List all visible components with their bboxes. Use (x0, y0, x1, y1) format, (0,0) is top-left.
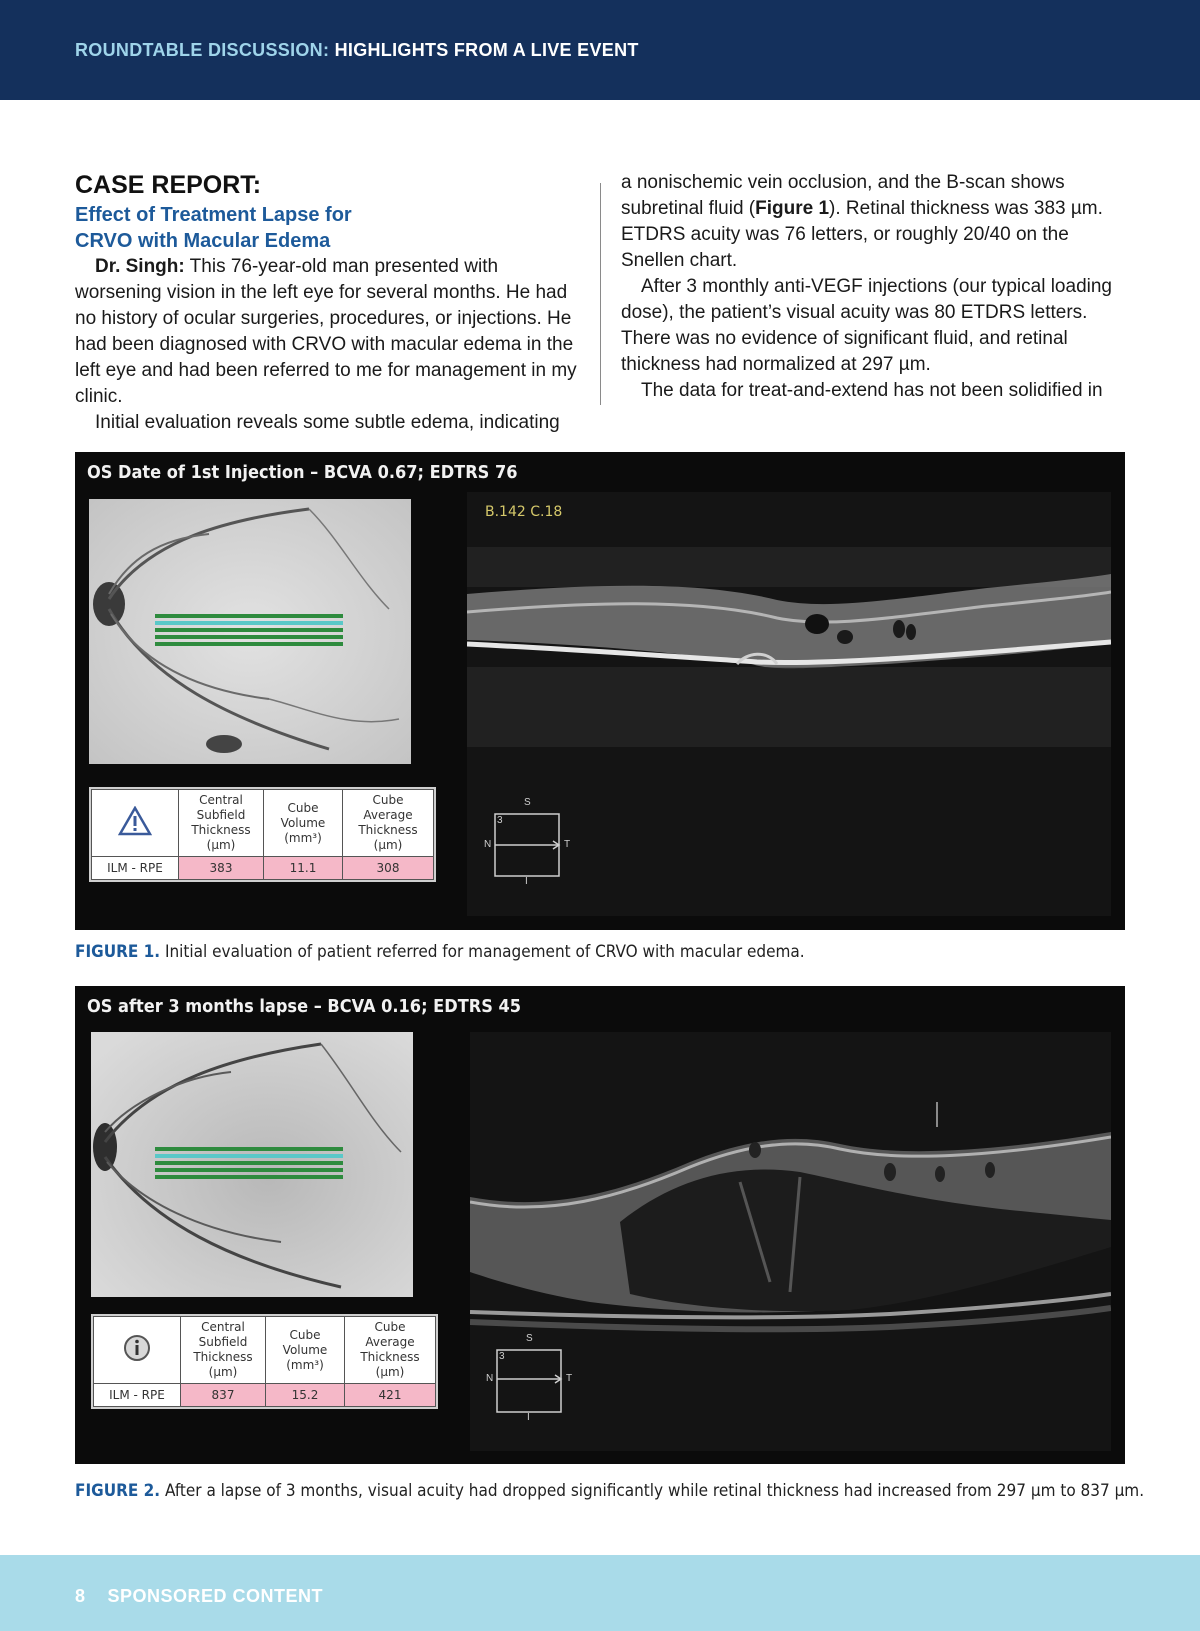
header-title (75, 40, 639, 61)
col-header-line: (mm³) (286, 1357, 324, 1372)
grid-label-t: T (566, 1373, 573, 1384)
grid-label-num: 3 (497, 815, 503, 826)
figure-2-title: OS after 3 months lapse – BCVA 0.16; EDTRS 45 (87, 996, 522, 1017)
value-central-subfield-thickness: 383 (179, 857, 264, 880)
col-header-line: Cube (289, 1327, 321, 1342)
grid-label-s: S (526, 1333, 533, 1344)
case-subtitle-line-2: CRVO with Macular Edema (75, 230, 331, 252)
figure-1-scan-grid (475, 797, 571, 887)
col-header-line: Subfield (196, 808, 246, 822)
value-cube-volume: 11.1 (264, 857, 343, 880)
col-cube-volume (266, 1317, 345, 1384)
col-header-line: Central (199, 793, 243, 807)
warning-triangle-icon (92, 790, 179, 857)
grid-label-i: I (525, 876, 528, 887)
figure-1 (75, 452, 1125, 930)
grid-label-s: S (524, 797, 531, 808)
col-central-subfield-thickness (181, 1317, 266, 1384)
figure-1-caption (75, 942, 805, 962)
figure-2-caption-text: After a lapse of 3 months, visual acuity had dropped significantly while retinal thickness had increased from 297 µm to 837 µm. (164, 1481, 1145, 1501)
col-header-line: (µm) (373, 838, 403, 852)
col-header-line: (mm³) (284, 830, 322, 845)
col-header-line: Thickness (193, 1350, 253, 1364)
case-subtitle-line-1: Effect of Treatment Lapse for (75, 204, 352, 226)
row-label: ILM - RPE (94, 1384, 181, 1407)
col-header-line: Subfield (198, 1335, 248, 1349)
footer-label: SPONSORED CONTENT (107, 1586, 324, 1606)
grid-label-t: T (564, 839, 571, 850)
col-header-line: Thickness (191, 823, 251, 837)
value-cube-volume: 15.2 (266, 1384, 345, 1407)
grid-label-n: N (484, 839, 492, 850)
footer-text (75, 1586, 323, 1607)
figure-1-caption-text: Initial evaluation of patient referred for management of CRVO with macular edema. (164, 942, 805, 962)
col-header-line: (µm) (206, 838, 236, 852)
page-number: 8 (75, 1586, 86, 1606)
col-header-line: Cube (374, 1320, 406, 1334)
article-right-column (621, 170, 1121, 404)
figure-2 (75, 986, 1125, 1464)
figure-1-fundus-image (89, 499, 411, 764)
figure-2-scan-grid (477, 1331, 573, 1426)
paragraph-2: Initial evaluation reveals some subtle edema, indicating (95, 412, 560, 433)
speaker-name: Dr. Singh: (95, 256, 185, 277)
paragraph-4: After 3 monthly anti-VEGF injections (our typical loading dose), the patient’s visual acuity was 80 ETDRS letters. There was no evidence of significant fluid, and retinal thickness had normalized at 297 µm. (621, 276, 1112, 375)
row-label: ILM - RPE (92, 857, 179, 880)
col-header-line: Central (201, 1320, 245, 1334)
col-header-line: Thickness (358, 823, 418, 837)
info-circle-icon (94, 1317, 181, 1384)
figure-2-caption (75, 1481, 1144, 1501)
grid-label-i: I (527, 1412, 530, 1423)
col-cube-average-thickness (343, 790, 434, 857)
value-central-subfield-thickness: 837 (181, 1384, 266, 1407)
col-header-line: Volume (282, 1342, 328, 1357)
col-central-subfield-thickness (179, 790, 264, 857)
col-header-line: Average (363, 808, 413, 822)
col-header-line: (µm) (208, 1365, 238, 1379)
figure-1-caption-label: FIGURE 1. (75, 942, 161, 962)
page-footer (0, 1555, 1200, 1631)
header-label: ROUNDTABLE DISCUSSION: (75, 40, 330, 60)
col-header-line: Volume (280, 815, 326, 830)
col-cube-volume (264, 790, 343, 857)
paragraph-1 (75, 254, 585, 410)
figure-1-reference: Figure 1 (755, 198, 830, 219)
value-cube-average-thickness: 308 (343, 857, 434, 880)
paragraph-5: The data for treat-and-extend has not been solidified in (641, 380, 1103, 401)
figure-2-caption-label: FIGURE 2. (75, 1481, 161, 1501)
figure-1-title: OS Date of 1st Injection – BCVA 0.67; EDTRS 76 (87, 462, 518, 483)
figure-2-fundus-image (91, 1032, 413, 1297)
col-header-line: Average (365, 1335, 415, 1349)
value-cube-average-thickness: 421 (345, 1384, 436, 1407)
figure-1-thickness-table (89, 787, 436, 882)
col-header-line: Cube (372, 793, 404, 807)
paragraph-3-text-b: ). Retinal thickness was 383 µm. ETDRS acuity was 76 letters, or roughly 20/40 on the Snellen chart. (621, 198, 1103, 271)
column-divider (600, 183, 601, 405)
col-header-line: Thickness (360, 1350, 420, 1364)
paragraph-3 (621, 170, 1121, 274)
figure-1-scan-label: B.142 C.18 (485, 504, 563, 520)
col-cube-average-thickness (345, 1317, 436, 1384)
paragraph-3-text-a: a nonischemic vein occlusion, and the B-scan shows subretinal fluid ( (621, 172, 1065, 219)
page-header (0, 0, 1200, 100)
header-subtitle: HIGHLIGHTS FROM A LIVE EVENT (334, 40, 639, 60)
case-report-title: CASE REPORT: (75, 171, 262, 199)
paragraph-1-text: This 76-year-old man presented with worsening vision in the left eye for several months. He had no history of ocular surgeries, procedures, or injections. He had been diagnosed with CRVO with macular edema in the left eye and had been referred to me for management in my clinic. (75, 256, 577, 407)
grid-label-n: N (486, 1373, 494, 1384)
article-left-column (75, 170, 585, 436)
col-header-line: Cube (287, 800, 319, 815)
figure-2-thickness-table (91, 1314, 438, 1409)
col-header-line: (µm) (375, 1365, 405, 1379)
grid-label-num: 3 (499, 1351, 505, 1362)
